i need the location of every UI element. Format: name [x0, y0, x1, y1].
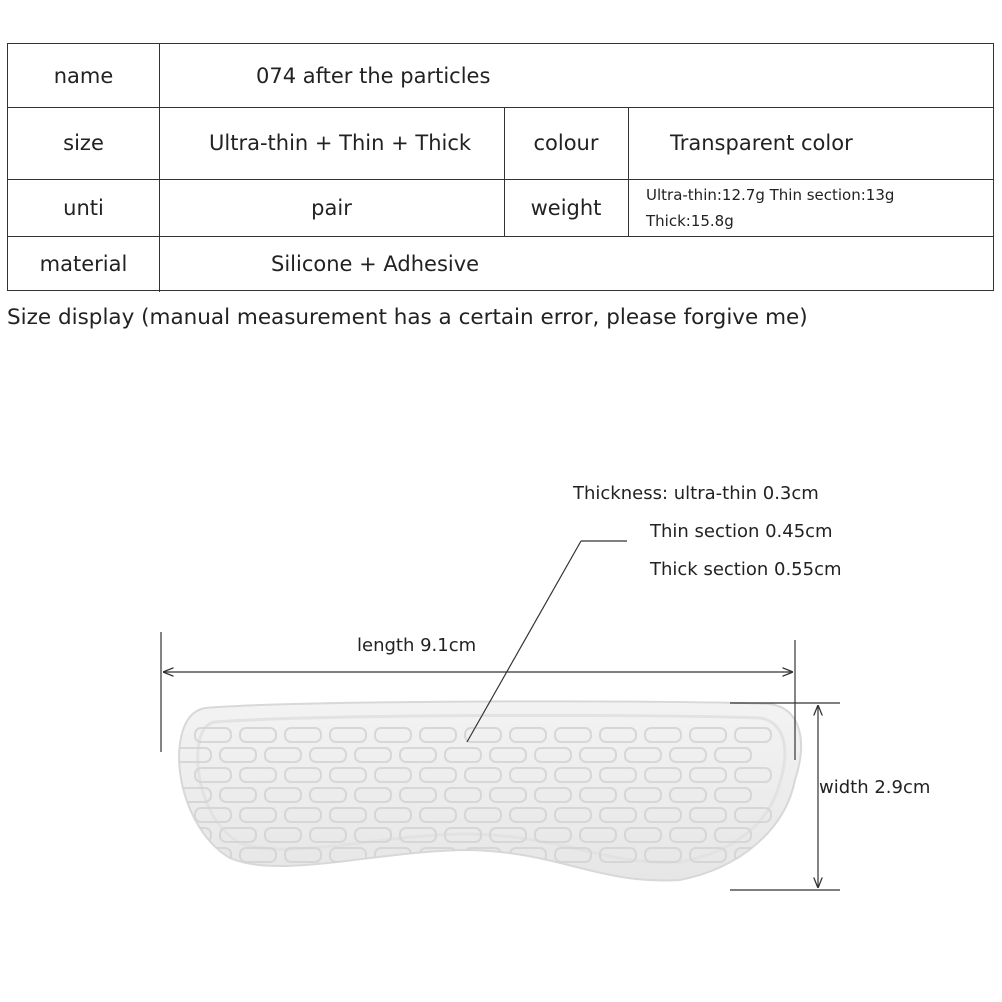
unit-label: unti: [63, 195, 104, 220]
size-value: Ultra-thin + Thin + Thick: [209, 131, 472, 155]
colour-value: Transparent color: [670, 131, 853, 155]
name-label: name: [53, 63, 114, 88]
material-value: Silicone + Adhesive: [271, 252, 480, 276]
name-value: 074 after the particles: [256, 63, 491, 88]
size-label: size: [63, 131, 104, 155]
thickness-note-line2: Thin section 0.45cm: [650, 521, 833, 542]
weight-value-line1: Ultra-thin:12.7g Thin section:13g: [646, 185, 895, 204]
heel-pad-image: [175, 701, 801, 880]
weight-value-line2: Thick:15.8g: [646, 211, 734, 230]
material-label: material: [39, 252, 128, 276]
weight-label: weight: [530, 195, 602, 220]
thickness-note-line1: Thickness: ultra-thin 0.3cm: [573, 483, 819, 504]
width-label: width 2.9cm: [819, 777, 931, 798]
colour-label: colour: [533, 131, 599, 155]
size-display-caption: Size display (manual measurement has a certain error, please forgive me): [7, 305, 808, 330]
length-label: length 9.1cm: [357, 635, 477, 656]
thickness-note-line3: Thick section 0.55cm: [650, 559, 842, 580]
unit-value: pair: [311, 195, 352, 220]
